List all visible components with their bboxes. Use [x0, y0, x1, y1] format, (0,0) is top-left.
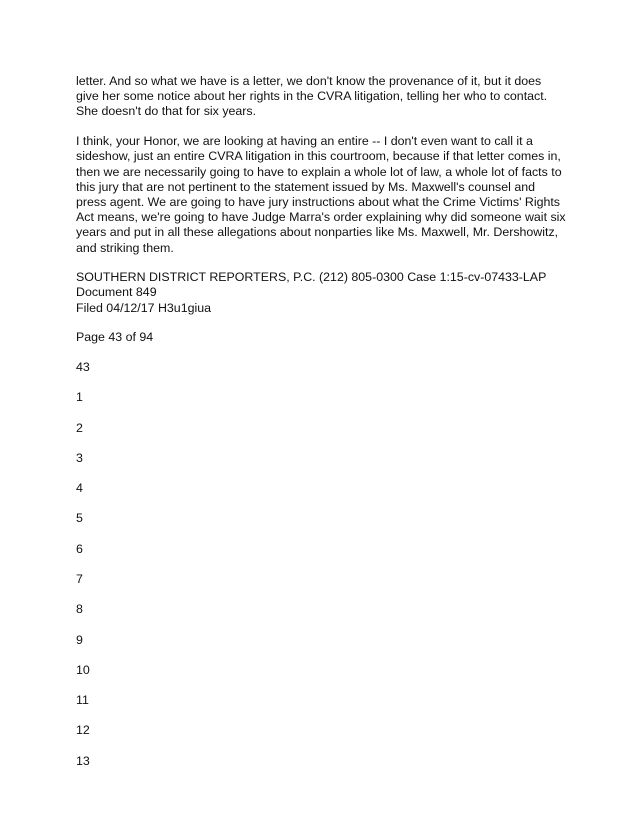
page-number: 43 [76, 360, 90, 375]
line-number: 5 [76, 511, 83, 526]
line-number: 11 [76, 693, 89, 708]
line-number: 4 [76, 481, 83, 496]
transcript-paragraph-2: I think, your Honor, we are looking at having an entire -- I don't even want to call it a sideshow, just an entire CVRA litigation in this courtroom, because if that letter comes in, then we are necessarily going to have to explain a whole lot of law, a whole lot of facts to this jury that are not pertinent to the statement issued by Ms. Maxwell's counsel and press agent. We are going to have jury instructions about what the Crime Victims' Rights Act means, we're going to have Judge Marra's order explaining why did someone wait six years and put in all these allegations about nonparties like Ms. Maxwell, Mr. Dershowitz, and striking them. [76, 134, 566, 255]
line-number: 12 [76, 723, 90, 738]
court-reporter-header [76, 270, 566, 316]
filed-date-line: Filed 04/12/17 H3u1giua [76, 300, 212, 315]
line-number: 10 [76, 662, 90, 677]
line-number: 13 [76, 753, 90, 768]
line-number-list [76, 390, 566, 769]
line-number: 6 [76, 541, 83, 556]
line-number: 2 [76, 420, 83, 435]
reporter-case-line: SOUTHERN DISTRICT REPORTERS, P.C. (212) 805-0300 Case 1:15-cv-07433-LAP Document 849 [76, 270, 547, 300]
document-page [76, 74, 566, 784]
transcript-paragraph-1: letter. And so what we have is a letter, we don't know the provenance of it, but it does give her some notice about her rights in the CVRA litigation, telling her who to contact. She doesn't do that for six years. [76, 74, 548, 119]
page-label: Page 43 of 94 [76, 330, 154, 345]
line-number: 9 [76, 632, 83, 647]
line-number: 8 [76, 602, 83, 617]
line-number: 1 [76, 390, 83, 405]
line-number: 3 [76, 450, 83, 465]
line-number: 7 [76, 572, 83, 587]
